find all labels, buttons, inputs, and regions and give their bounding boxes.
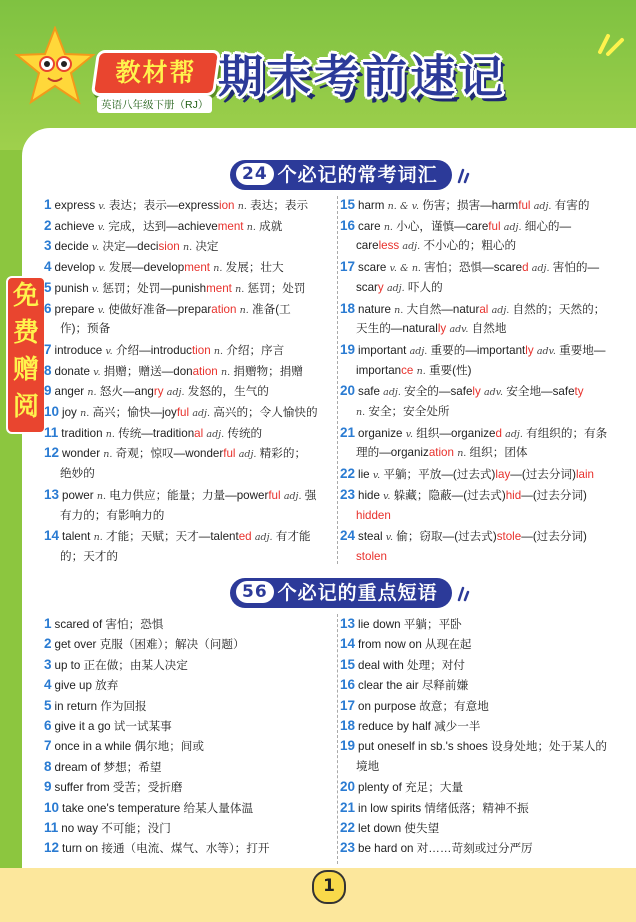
phrase-text: take one's temperature 给某人量体温	[62, 801, 254, 815]
phrase-entry	[340, 655, 626, 676]
entry-number: 8	[44, 758, 52, 774]
phrase-text: from now on 从现在起	[358, 638, 472, 652]
phrase-entry	[340, 675, 626, 696]
entry-number: 12	[44, 840, 60, 856]
entry-number: 14	[44, 528, 60, 544]
entry-number: 1	[44, 197, 52, 212]
entry-number: 17	[340, 697, 356, 713]
entry-number: 18	[340, 718, 356, 733]
sparkle-icon	[456, 166, 470, 184]
vocab-entry: 14 talent n. 才能；天赋；天才—talented adj. 有才能	[44, 528, 311, 544]
vocab-entry-continuation: 有力的；有影响力的	[60, 508, 165, 522]
entry-number: 3	[44, 656, 52, 672]
entry-number: 14	[340, 636, 356, 652]
entry-number: 9	[44, 779, 52, 795]
book-subtitle: 英语八年级下册（RJ）	[97, 96, 212, 113]
vocab-entry-continuation: 作)；预备	[60, 322, 111, 336]
vocab-entry: 12 wonder n. 奇观；惊叹—wonderful adj. 精彩的；	[44, 445, 307, 461]
phrase-entry	[44, 818, 332, 839]
entry-number: 4	[44, 677, 52, 693]
phrase-entry	[44, 675, 332, 696]
phrase-text: on purpose 故意；有意地	[358, 699, 489, 713]
entry-number: 19	[340, 738, 356, 754]
vocab-entry-continuation: careless adj. 不小心的；粗心的	[356, 239, 517, 253]
vocab-entry: 24 steal v. 偷；窃取—(过去式)stole—(过去分词)	[340, 528, 587, 544]
free-badge-text: 免 费 赠 阅	[12, 281, 39, 422]
phrase-entry	[44, 716, 332, 737]
phrase-entry	[44, 736, 332, 757]
phrase-entry	[44, 696, 332, 717]
entry-number: 2	[44, 636, 52, 652]
entry-number: 21	[340, 424, 356, 440]
phrase-entry	[340, 716, 626, 737]
phrase-entry	[44, 757, 332, 778]
entry-number: 6	[44, 300, 52, 316]
entry-number: 3	[44, 238, 52, 254]
vocab-entry: 20 safe adj. 安全的—safely adv. 安全地—safety	[340, 383, 584, 399]
entry-number: 20	[340, 779, 356, 795]
vocab-entry-continuation: 的；天才的	[60, 549, 118, 563]
phrase-entry	[340, 614, 626, 635]
phrase-text: put oneself in sb.'s shoes 设身处地；处于某人的	[358, 740, 608, 754]
phrase-entry-continuation: 境地	[356, 759, 380, 773]
vocab-entry: 17 scare v. & n. 害怕；恐惧—scared adj. 害怕的—	[340, 259, 600, 275]
entry-number: 16	[340, 677, 356, 693]
phrase-text: lie down 平躺；平卧	[358, 618, 462, 631]
entry-number: 6	[44, 718, 52, 733]
vocab-entry: 19 important adj. 重要的—importantly adv. 重要地—	[340, 341, 606, 357]
phrase-entry	[340, 634, 626, 655]
spark-decoration-icon	[596, 26, 626, 56]
entry-number: 8	[44, 362, 52, 378]
entry-number: 1	[44, 616, 52, 631]
vocabulary-right-column	[340, 195, 626, 565]
vocab-entry-continuation: 理的—organization n. 组织；团体	[356, 446, 528, 460]
entry-number: 24	[340, 528, 356, 544]
phrase-entry	[44, 838, 332, 859]
entry-number: 4	[44, 259, 52, 275]
vocab-entry: 5 punish v. 惩罚；处罚—punishment n. 惩罚；处罚	[44, 279, 306, 295]
phrase-entry	[340, 736, 626, 757]
column-divider	[337, 614, 338, 864]
entry-number: 11	[44, 820, 59, 835]
phrase-entry	[44, 655, 332, 676]
entry-number: 13	[340, 616, 356, 631]
phrase-text: once in a while 偶尔地；间或	[54, 740, 204, 754]
vocab-entry-continuation: importance n. 重要(性)	[356, 363, 472, 377]
phrase-text: suffer from 受苦；受折磨	[54, 781, 183, 795]
entry-number: 15	[340, 656, 356, 672]
entry-number: 5	[44, 279, 52, 295]
vocab-entry: 3 decide v. 决定—decision n. 决定	[44, 238, 219, 254]
entry-number: 18	[340, 300, 356, 316]
entry-number: 2	[44, 217, 52, 233]
entry-number: 7	[44, 738, 52, 754]
vocabulary-left-column	[44, 195, 332, 565]
phrase-text: let down 使失望	[358, 822, 440, 835]
section-count: 56	[236, 581, 274, 603]
vocab-entry-continuation: n. 安全；安全处所	[356, 405, 450, 418]
entry-number: 13	[44, 486, 60, 502]
section-heading-phrases	[230, 578, 452, 608]
brand-logo: 教材帮	[91, 50, 221, 96]
vocab-entry: 9 anger n. 怒火—angry adj. 发怒的，生气的	[44, 383, 269, 399]
entry-number: 10	[44, 799, 60, 815]
phrase-text: turn on 接通（电流、煤气、水等）；打开	[62, 842, 270, 856]
phrase-text: no way 不可能；没门	[61, 822, 171, 835]
phrase-entry	[44, 798, 332, 819]
phrase-text: be hard on 对……苛刻或过分严厉	[358, 842, 533, 856]
entry-number: 16	[340, 217, 356, 233]
entry-number: 12	[44, 445, 60, 461]
entry-number: 23	[340, 840, 356, 856]
vocab-entry-continuation: hidden	[356, 508, 391, 522]
vocab-entry-continuation: 绝妙的	[60, 467, 95, 481]
vocab-entry: 18 nature n. 大自然—natural adj. 自然的；天然的；	[340, 300, 606, 316]
phrase-entry	[340, 838, 626, 859]
phrase-entry	[340, 818, 626, 839]
phrase-entry	[340, 798, 626, 819]
vocab-entry: 7 introduce v. 介绍—introduction n. 介绍；序言	[44, 341, 285, 357]
entry-number: 17	[340, 259, 356, 275]
phrase-text: scared of 害怕；恐惧	[54, 618, 164, 631]
phrase-entry	[44, 777, 332, 798]
phrase-text: give up 放弃	[54, 679, 119, 693]
section-title: 个必记的重点短语	[277, 582, 438, 604]
vocab-entry: 21 organize v. 组织—organized adj. 有组织的；有条	[340, 424, 608, 440]
phrase-entry	[340, 777, 626, 798]
entry-number: 11	[44, 424, 59, 440]
vocab-entry-continuation: scary adj. 吓人的	[356, 280, 443, 294]
entry-number: 20	[340, 383, 356, 399]
vocab-entry: 1 express v. 表达；表示—expression n. 表达；表示	[44, 197, 309, 212]
phrase-entry	[44, 634, 332, 655]
entry-number: 10	[44, 404, 60, 419]
vocab-entry: 22 lie v. 平躺；平放—(过去式)lay—(过去分词)lain	[340, 466, 595, 482]
page-title: 期末考前速记	[218, 50, 507, 103]
entry-number: 5	[44, 697, 52, 713]
phrase-text: in return 作为回报	[54, 699, 147, 713]
page-number: 1	[312, 870, 346, 904]
section-title: 个必记的常考词汇	[277, 164, 438, 186]
phrases-left-column	[44, 614, 332, 864]
phrase-text: get over 克服（困难）；解决（问题）	[54, 638, 245, 652]
phrases-right-column	[340, 614, 626, 864]
phrase-entry	[44, 614, 332, 635]
phrase-text: plenty of 充足；大量	[358, 781, 464, 795]
phrase-entry	[340, 696, 626, 717]
phrase-text: in low spirits 情绪低落；精神不振	[358, 801, 529, 815]
vocab-entry: 8 donate v. 捐赠；赠送—donation n. 捐赠物；捐赠	[44, 362, 303, 378]
section-heading-vocabulary	[230, 160, 452, 190]
entry-number: 22	[340, 820, 356, 835]
entry-number: 22	[340, 466, 356, 482]
vocab-entry: 23 hide v. 躲藏；隐蔽—(过去式)hid—(过去分词)	[340, 486, 587, 502]
free-badge	[6, 276, 46, 434]
phrase-text: give it a go 试一试某事	[54, 720, 172, 733]
vocab-entry: 6 prepare v. 使做好准备—preparation n. 准备(工	[44, 300, 291, 316]
phrase-text: dream of 梦想；希望	[54, 760, 162, 774]
phrase-text: deal with 处理；对付	[358, 658, 465, 672]
vocab-entry-continuation: stolen	[356, 549, 387, 563]
star-mascot-icon	[14, 26, 96, 106]
phrase-text: up to 正在做；由某人决定	[54, 658, 188, 672]
entry-number: 23	[340, 486, 356, 502]
vocab-entry: 10 joy n. 高兴；愉快—joyful adj. 高兴的；令人愉快的	[44, 404, 318, 419]
vocab-entry: 2 achieve v. 完成，达到—achievement n. 成就	[44, 217, 283, 233]
vocab-entry-continuation: 天生的—naturally adv. 自然地	[356, 322, 507, 336]
entry-number: 7	[44, 341, 52, 357]
vocab-entry: 16 care n. 小心，谨慎—careful adj. 细心的—	[340, 217, 572, 233]
entry-number: 9	[44, 383, 52, 399]
vocab-entry: 15 harm n. & v. 伤害；损害—harmful adj. 有害的	[340, 197, 590, 212]
phrase-text: reduce by half 减少一半	[358, 720, 481, 733]
phrase-text: clear the air 尽释前嫌	[358, 679, 469, 693]
vocab-entry: 13 power n. 电力供应；能量；力量—powerful adj. 强	[44, 486, 317, 502]
section-count: 24	[236, 163, 274, 185]
entry-number: 21	[340, 799, 356, 815]
sparkle-icon	[456, 584, 470, 602]
entry-number: 15	[340, 197, 356, 212]
vocab-entry: 4 develop v. 发展—development n. 发展；壮大	[44, 259, 284, 275]
entry-number: 19	[340, 341, 356, 357]
vocab-entry: 11 tradition n. 传统—traditional adj. 传统的	[44, 424, 263, 440]
